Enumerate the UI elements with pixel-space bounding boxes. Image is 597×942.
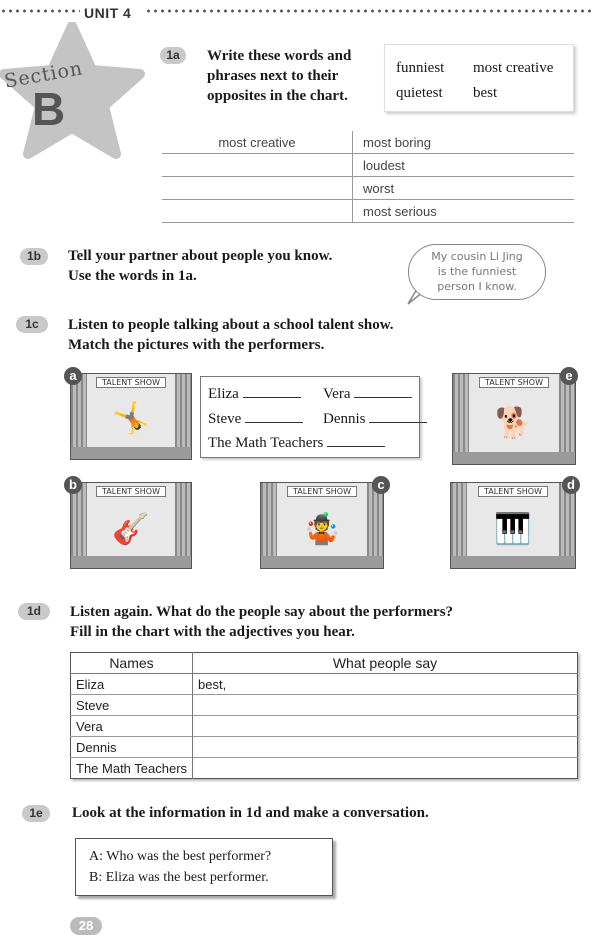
instruction-line: Fill in the chart with the adjectives you hear. [70, 624, 355, 640]
badge-1c: 1c [16, 316, 48, 333]
conversation-line: A: Who was the best performer? [89, 849, 272, 864]
stage-floor [71, 556, 191, 568]
column-header-say: What people say [193, 653, 578, 674]
picture-letter: b [64, 476, 82, 494]
word-item: quietest [396, 85, 443, 101]
row-answer[interactable] [193, 758, 578, 779]
instruction-line: Match the pictures with the performers. [68, 337, 325, 353]
table-row [71, 716, 578, 737]
chart-cell-left[interactable] [162, 177, 353, 200]
table-row [71, 695, 578, 716]
instruction-line: Write these words and [207, 48, 352, 64]
section-letter: B [32, 83, 66, 135]
answer-blank[interactable] [245, 410, 303, 423]
page-number: 28 [70, 917, 102, 935]
chart-cell-left[interactable] [162, 154, 353, 177]
performer-name: Eliza [208, 386, 239, 402]
instruction-line: opposites in the chart. [207, 88, 348, 104]
word-item: best [473, 85, 498, 101]
talent-show-banner: TALENT SHOW [96, 486, 166, 497]
talent-show-banner: TALENT SHOW [287, 486, 357, 497]
picture-d [450, 482, 576, 569]
chart-cell-left[interactable] [162, 200, 353, 223]
bubble-line: My cousin Li Jing [431, 250, 523, 263]
column-header-names: Names [71, 653, 193, 674]
stage-floor [71, 447, 191, 459]
talent-show-banner: TALENT SHOW [96, 377, 166, 388]
performer-item [208, 434, 385, 452]
table-header-row [71, 653, 578, 674]
row-name: The Math Teachers [71, 758, 193, 779]
unit-title: UNIT 4 [84, 5, 132, 21]
chart-cell-right: most serious [353, 200, 575, 223]
performer-name: Dennis [323, 411, 366, 427]
answer-blank[interactable] [327, 434, 385, 447]
row-name: Vera [71, 716, 193, 737]
table-row [162, 131, 574, 154]
badge-1a: 1a [160, 47, 186, 64]
table-row [162, 177, 574, 200]
row-answer[interactable]: best, [193, 674, 578, 695]
section-label: Section [2, 57, 85, 93]
badge-1b: 1b [20, 248, 48, 265]
performer-figure-icon: 🎹 [494, 513, 532, 546]
table-row [71, 758, 578, 779]
header-dots-left [0, 9, 80, 13]
instruction-1b [68, 246, 332, 286]
stage-floor [453, 452, 575, 464]
stage-floor [261, 556, 383, 568]
picture-letter: e [560, 367, 578, 385]
bubble-line: person I know. [437, 280, 517, 293]
performer-figure-icon: 🐕 [495, 407, 533, 440]
bubble-line: is the funniest [437, 265, 517, 278]
picture-letter: a [64, 367, 82, 385]
performer-name: Vera [323, 386, 351, 402]
performer-item [323, 385, 412, 403]
picture-letter: c [372, 476, 390, 494]
picture-a [70, 373, 192, 460]
performer-item [208, 385, 301, 403]
row-answer[interactable] [193, 695, 578, 716]
row-name: Steve [71, 695, 193, 716]
instruction-1d [70, 602, 453, 642]
chart-cell-right: loudest [353, 154, 575, 177]
table-row [71, 674, 578, 695]
performer-item [323, 410, 427, 428]
performer-figure-icon: 🤸 [112, 402, 150, 435]
performer-match-box [200, 376, 420, 458]
instruction-line: Use the words in 1a. [68, 268, 197, 284]
header-dots-right [145, 9, 595, 13]
chart-cell-right: most boring [353, 131, 575, 154]
conversation-line: B: Eliza was the best performer. [89, 870, 269, 885]
instruction-line: Tell your partner about people you know. [68, 248, 333, 264]
word-item: most creative [473, 60, 554, 76]
picture-b [70, 482, 192, 569]
performer-item [208, 410, 303, 428]
picture-letter: d [562, 476, 580, 494]
picture-c [260, 482, 384, 569]
performer-figure-icon: 🤹 [303, 513, 341, 546]
chart-cell-left[interactable]: most creative [162, 131, 353, 154]
performer-name: Steve [208, 411, 242, 427]
stage-floor [451, 556, 575, 568]
answer-blank[interactable] [354, 385, 412, 398]
answer-blank[interactable] [369, 410, 427, 423]
table-row [162, 200, 574, 223]
instruction-line: Listen to people talking about a school talent show. [68, 317, 394, 333]
talent-show-banner: TALENT SHOW [478, 486, 548, 497]
answer-blank[interactable] [243, 385, 301, 398]
performer-name: The Math Teachers [208, 435, 324, 451]
word-box [384, 44, 574, 112]
speech-bubble [408, 244, 546, 300]
opposites-chart [162, 131, 574, 223]
picture-e [452, 373, 576, 465]
row-answer[interactable] [193, 737, 578, 758]
table-row [71, 737, 578, 758]
instruction-line: phrases next to their [207, 68, 339, 84]
row-name: Dennis [71, 737, 193, 758]
conversation-box [75, 838, 333, 896]
word-item: funniest [396, 60, 445, 76]
section-star-icon [0, 22, 150, 172]
adjectives-chart [70, 652, 578, 779]
talent-show-banner: TALENT SHOW [479, 377, 549, 388]
instruction-1a [207, 46, 351, 106]
table-row [162, 154, 574, 177]
row-name: Eliza [71, 674, 193, 695]
badge-1e: 1e [22, 805, 50, 822]
performer-figure-icon: 🎸 [112, 513, 150, 546]
chart-cell-right: worst [353, 177, 575, 200]
instruction-1c [68, 315, 393, 355]
instruction-1e: Look at the information in 1d and make a conversation. [72, 805, 429, 821]
badge-1d: 1d [18, 603, 50, 620]
row-answer[interactable] [193, 716, 578, 737]
instruction-line: Listen again. What do the people say about the performers? [70, 604, 454, 620]
